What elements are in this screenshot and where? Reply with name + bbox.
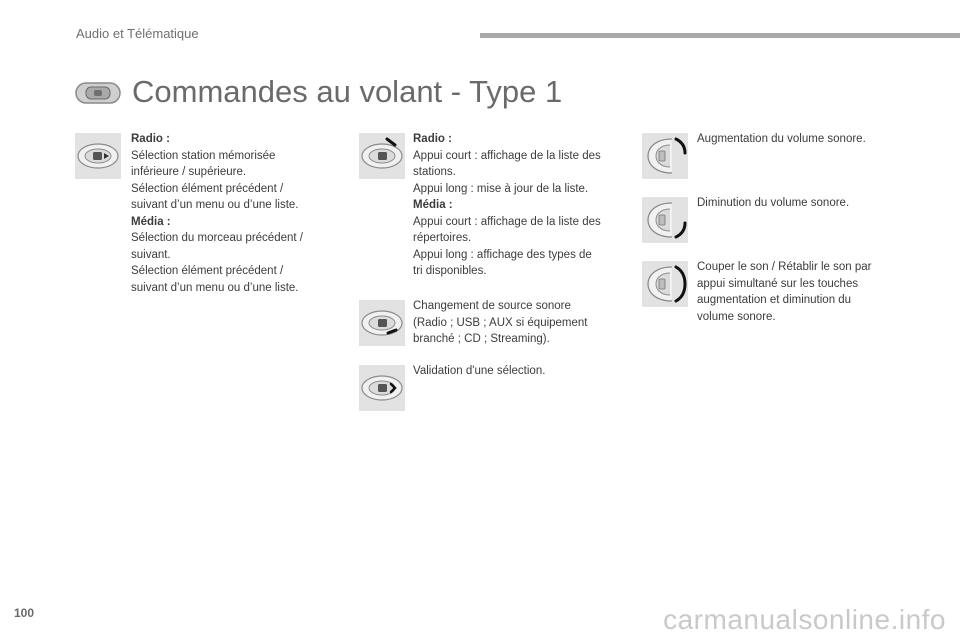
col2-block2 [413, 298, 628, 348]
col1-text [131, 131, 341, 296]
col2-line: branché ; CD ; Streaming). [413, 333, 550, 345]
col2-line: Changement de source sonore [413, 300, 571, 312]
col3-line: Augmentation du volume sonore. [697, 133, 866, 145]
col1-line: suivant. [131, 248, 171, 261]
col1-line: suivant d’un menu ou d’une liste. [131, 199, 299, 211]
col3-block3 [697, 259, 907, 325]
col2-block3 [413, 363, 628, 380]
header-title: Audio et Télématique [76, 26, 199, 41]
col2-line: stations. [413, 166, 456, 178]
col2-line: Appui court : affichage de la liste des [413, 215, 601, 228]
col1-line: inférieure / supérieure. [131, 166, 247, 178]
col3-block2 [697, 195, 907, 212]
right-control-source-icon [359, 300, 405, 346]
col3-line: augmentation et diminution du [697, 294, 852, 306]
col2-line: (Radio ; USB ; AUX si équipement [413, 316, 588, 329]
col3-block1 [697, 131, 907, 148]
header-bar [480, 33, 960, 38]
col2-line: répertoires. [413, 232, 472, 244]
col3-line: Diminution du volume sonore. [697, 197, 850, 209]
page-title: Commandes au volant - Type 1 [132, 74, 563, 109]
col1-line: Sélection élément précédent / [131, 265, 284, 277]
volume-up-icon [642, 133, 688, 179]
col1-line: Sélection du morceau précédent / [131, 232, 303, 244]
col3-line: appui simultané sur les touches [697, 277, 859, 290]
mute-icon [642, 261, 688, 307]
page-number: 100 [14, 606, 35, 620]
right-control-validate-icon [359, 365, 405, 411]
volume-down-icon [642, 197, 688, 243]
right-control-list-icon [359, 133, 405, 179]
col2-line: tri disponibles. [413, 265, 487, 277]
col3-line: volume sonore. [697, 310, 776, 323]
col1-line: suivant d’un menu ou d’une liste. [131, 281, 299, 294]
col1-line: Sélection station mémorisée [131, 149, 276, 162]
col2-line: Validation d'une sélection. [413, 365, 546, 377]
watermark: carmanualsonline.info [663, 604, 946, 635]
col2-block1 [413, 131, 628, 280]
col1-line: Média : [131, 215, 171, 228]
col2-line: Média : [413, 199, 453, 211]
col3-line: Couper le son / Rétablir le son par [697, 261, 872, 273]
col1-line: Radio : [131, 133, 170, 145]
col2-line: Appui court : affichage de la liste des [413, 149, 601, 162]
col2-line: Radio : [413, 133, 452, 145]
col1-line: Sélection élément précédent / [131, 182, 284, 195]
col2-line: Appui long : affichage des types de [413, 248, 592, 261]
left-control-seek-icon [75, 133, 121, 179]
col2-line: Appui long : mise à jour de la liste. [413, 182, 589, 195]
steering-control-icon [74, 80, 122, 106]
